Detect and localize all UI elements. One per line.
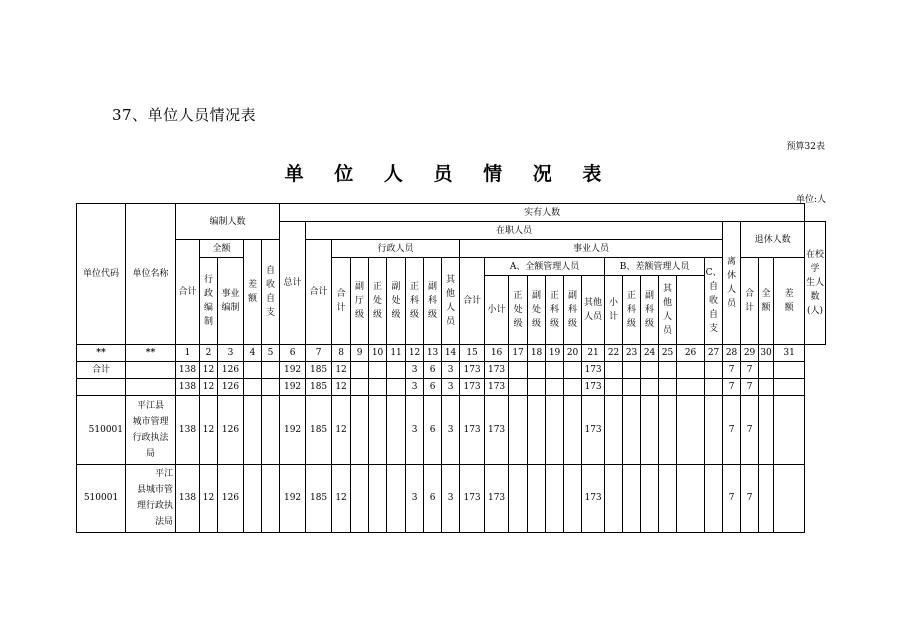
value-cell <box>641 396 659 464</box>
value-cell <box>564 464 582 532</box>
value-cell <box>641 379 659 396</box>
value-cell: 192 <box>280 396 306 464</box>
header-group-a-deputy-section: 副 科 级 <box>564 276 582 344</box>
value-cell <box>677 464 705 532</box>
header-subtotal: 小计 <box>485 276 509 344</box>
value-cell: 173 <box>485 361 509 378</box>
value-cell <box>564 396 582 464</box>
value-cell: 3 <box>406 379 424 396</box>
value-cell: 3 <box>442 379 460 396</box>
value-cell: 7 <box>723 361 741 378</box>
header-difference-amount: 差 额 <box>244 240 262 345</box>
table-row <box>77 361 826 378</box>
value-cell <box>351 396 369 464</box>
header-group-b-other: 其 他 人 员 <box>659 276 677 344</box>
value-cell <box>774 361 805 378</box>
unit-code-cell: 510001 <box>77 396 126 464</box>
header-section-chief: 正 科 级 <box>406 258 424 345</box>
header-admin-personnel: 行政人员 <box>332 240 460 258</box>
value-cell <box>774 464 805 532</box>
header-full-amount: 全额 <box>200 240 244 258</box>
value-cell: 3 <box>406 464 424 532</box>
column-number: 15 <box>460 344 485 361</box>
value-cell <box>244 361 262 378</box>
column-number: ** <box>77 344 126 361</box>
value-cell: 138 <box>176 396 200 464</box>
column-number: 12 <box>406 344 424 361</box>
header-deputy-section: 副 科 级 <box>424 258 442 345</box>
value-cell: 12 <box>200 361 218 378</box>
value-cell <box>244 379 262 396</box>
column-number: 28 <box>723 344 741 361</box>
value-cell: 7 <box>741 396 759 464</box>
value-cell: 173 <box>460 361 485 378</box>
header-group-b-section: 正 科 级 <box>623 276 641 344</box>
value-cell <box>509 396 528 464</box>
value-cell <box>705 379 723 396</box>
value-cell <box>659 379 677 396</box>
value-cell: 3 <box>406 396 424 464</box>
value-cell <box>244 396 262 464</box>
value-cell <box>546 396 564 464</box>
value-cell <box>509 361 528 378</box>
column-number: 20 <box>564 344 582 361</box>
value-cell: 173 <box>582 464 605 532</box>
value-cell: 12 <box>200 379 218 396</box>
column-number: 21 <box>582 344 605 361</box>
value-cell <box>528 464 546 532</box>
value-cell: 7 <box>723 379 741 396</box>
value-cell <box>677 379 705 396</box>
value-cell <box>641 464 659 532</box>
value-cell: 138 <box>176 464 200 532</box>
value-cell <box>262 464 280 532</box>
value-cell <box>351 379 369 396</box>
column-number: 2 <box>200 344 218 361</box>
header-actual: 实有人数 <box>280 204 805 222</box>
value-cell: 6 <box>424 396 442 464</box>
value-cell: 3 <box>442 396 460 464</box>
value-cell <box>659 464 677 532</box>
form-number: 预算32表 <box>786 142 825 152</box>
value-cell <box>262 396 280 464</box>
value-cell: 173 <box>460 379 485 396</box>
header-retired-difference: 差 额 <box>774 258 805 345</box>
value-cell: 6 <box>424 379 442 396</box>
value-cell <box>546 464 564 532</box>
value-cell <box>705 464 723 532</box>
header-group-b-subtotal: 小 计 <box>605 276 623 344</box>
value-cell: 192 <box>280 361 306 378</box>
value-cell <box>564 379 582 396</box>
value-cell: 185 <box>306 379 332 396</box>
column-number: 26 <box>677 344 705 361</box>
value-cell: 12 <box>332 379 351 396</box>
value-cell <box>262 379 280 396</box>
value-cell <box>369 379 387 396</box>
unit-note: 单位:人 <box>795 195 826 205</box>
column-number: 4 <box>244 344 262 361</box>
header-group-a: A、全额管理人员 <box>485 258 605 276</box>
value-cell <box>387 396 406 464</box>
value-cell <box>623 361 641 378</box>
value-cell <box>369 396 387 464</box>
unit-name-cell: 平江县 城市管理 行政执法 局 <box>126 396 176 464</box>
value-cell: 12 <box>200 396 218 464</box>
value-cell <box>605 361 623 378</box>
value-cell: 173 <box>460 396 485 464</box>
header-students: 在校学 生人数 (人) <box>805 222 826 345</box>
header-group-a-deputy-division: 副 处 级 <box>528 276 546 344</box>
value-cell <box>528 361 546 378</box>
value-cell: 185 <box>306 396 332 464</box>
column-number: 18 <box>528 344 546 361</box>
value-cell <box>659 396 677 464</box>
header-unit-code: 单位代码 <box>77 204 126 345</box>
value-cell <box>623 464 641 532</box>
header-group-a-other: 其他 人员 <box>582 276 605 344</box>
value-cell: 173 <box>582 361 605 378</box>
value-cell <box>509 464 528 532</box>
value-cell <box>369 361 387 378</box>
value-cell: 3 <box>442 464 460 532</box>
header-group-c: C、自 收自 支 <box>705 258 723 345</box>
value-cell <box>528 379 546 396</box>
table-row <box>77 379 826 396</box>
value-cell: 7 <box>741 464 759 532</box>
header-in-service-total: 合计 <box>306 240 332 345</box>
column-number: 3 <box>218 344 244 361</box>
column-number: 8 <box>332 344 351 361</box>
value-cell <box>759 464 774 532</box>
value-cell: 173 <box>485 379 509 396</box>
value-cell <box>605 464 623 532</box>
value-cell <box>605 379 623 396</box>
value-cell <box>659 361 677 378</box>
column-number: 13 <box>424 344 442 361</box>
column-number: 11 <box>387 344 406 361</box>
value-cell <box>387 361 406 378</box>
column-number: 16 <box>485 344 509 361</box>
unit-name-cell <box>126 379 176 396</box>
value-cell <box>387 379 406 396</box>
header-retired: 退休人数 <box>741 222 805 258</box>
value-cell <box>546 379 564 396</box>
header-other-personnel: 其 他 人 员 <box>442 258 460 345</box>
header-deputy-bureau: 副 厅 级 <box>351 258 369 345</box>
value-cell <box>774 396 805 464</box>
column-number: 24 <box>641 344 659 361</box>
header-group-a-division: 正 处 级 <box>509 276 528 344</box>
value-cell: 6 <box>424 361 442 378</box>
value-cell <box>774 379 805 396</box>
header-grand-total: 总计 <box>280 222 306 345</box>
value-cell: 173 <box>460 464 485 532</box>
header-staffing: 编制人数 <box>176 204 280 240</box>
value-cell: 173 <box>582 379 605 396</box>
value-cell: 173 <box>485 396 509 464</box>
value-cell: 126 <box>218 396 244 464</box>
value-cell <box>759 379 774 396</box>
header-group-a-section: 正 科 级 <box>546 276 564 344</box>
value-cell <box>262 361 280 378</box>
document-title: 单 位 人 员 情 况 表 <box>284 163 614 185</box>
value-cell <box>641 361 659 378</box>
value-cell: 173 <box>582 396 605 464</box>
value-cell <box>564 361 582 378</box>
header-admin-staffing: 行 政 编 制 <box>200 258 218 345</box>
header-retired-full: 全 额 <box>759 258 774 345</box>
column-number: 25 <box>659 344 677 361</box>
value-cell <box>759 361 774 378</box>
value-cell <box>623 396 641 464</box>
column-number: 7 <box>306 344 332 361</box>
column-number: 23 <box>623 344 641 361</box>
header-retired-total: 合 计 <box>741 258 759 345</box>
header-group-b: B、差额管理人员 <box>605 258 705 276</box>
value-cell <box>677 396 705 464</box>
value-cell <box>528 396 546 464</box>
column-number: 10 <box>369 344 387 361</box>
header-institution-staffing: 事业 编制 <box>218 258 244 345</box>
value-cell: 192 <box>280 464 306 532</box>
value-cell: 173 <box>485 464 509 532</box>
column-number: ** <box>126 344 176 361</box>
value-cell <box>705 361 723 378</box>
header-institution-personnel: 事业人员 <box>460 240 723 258</box>
value-cell: 7 <box>723 396 741 464</box>
column-number: 27 <box>705 344 723 361</box>
value-cell <box>623 379 641 396</box>
value-cell: 138 <box>176 361 200 378</box>
header-retired-leave: 离 休 人 员 <box>723 222 741 345</box>
personnel-table <box>76 203 826 533</box>
column-number: 17 <box>509 344 528 361</box>
value-cell: 6 <box>424 464 442 532</box>
column-number: 19 <box>546 344 564 361</box>
header-group-b-deputy-section: 副 科 级 <box>641 276 659 344</box>
value-cell <box>705 396 723 464</box>
header-institution-total: 合计 <box>460 258 485 345</box>
value-cell: 3 <box>442 361 460 378</box>
table-row <box>77 464 826 532</box>
value-cell <box>244 464 262 532</box>
unit-code-cell <box>77 379 126 396</box>
column-number: 30 <box>759 344 774 361</box>
column-number: 5 <box>262 344 280 361</box>
value-cell <box>546 361 564 378</box>
value-cell: 7 <box>741 361 759 378</box>
header-staffing-total: 合计 <box>176 240 200 345</box>
header-self-funded: 自 收 自 支 <box>262 240 280 345</box>
value-cell <box>605 396 623 464</box>
value-cell: 12 <box>332 396 351 464</box>
value-cell: 192 <box>280 379 306 396</box>
value-cell: 3 <box>406 361 424 378</box>
column-number: 22 <box>605 344 623 361</box>
header-unit-name: 单位名称 <box>126 204 176 345</box>
value-cell: 185 <box>306 361 332 378</box>
value-cell <box>351 361 369 378</box>
value-cell <box>387 464 406 532</box>
column-number: 6 <box>280 344 306 361</box>
value-cell <box>351 464 369 532</box>
value-cell <box>369 464 387 532</box>
value-cell: 126 <box>218 379 244 396</box>
column-number: 29 <box>741 344 759 361</box>
header-admin-total: 合 计 <box>332 258 351 345</box>
column-number: 9 <box>351 344 369 361</box>
column-number-row <box>77 344 826 361</box>
value-cell <box>677 361 705 378</box>
unit-code-cell: 510001 <box>77 464 126 532</box>
value-cell: 7 <box>741 379 759 396</box>
value-cell <box>509 379 528 396</box>
column-number: 14 <box>442 344 460 361</box>
unit-name-cell <box>126 361 176 378</box>
header-division-chief: 正 处 级 <box>369 258 387 345</box>
value-cell: 126 <box>218 361 244 378</box>
value-cell: 12 <box>332 464 351 532</box>
header-in-service: 在职人员 <box>306 222 723 240</box>
section-heading: 37、单位人员情况表 <box>112 106 257 124</box>
value-cell: 138 <box>176 379 200 396</box>
value-cell <box>759 396 774 464</box>
unit-name-cell: 平江 县城市管 理行政执 法局 <box>126 464 176 532</box>
value-cell: 126 <box>218 464 244 532</box>
value-cell: 7 <box>723 464 741 532</box>
unit-code-cell: 合计 <box>77 361 126 378</box>
column-number: 1 <box>176 344 200 361</box>
header-deputy-division: 副 处 级 <box>387 258 406 345</box>
value-cell: 12 <box>332 361 351 378</box>
value-cell: 12 <box>200 464 218 532</box>
value-cell: 185 <box>306 464 332 532</box>
table-row <box>77 396 826 464</box>
column-number: 31 <box>774 344 805 361</box>
